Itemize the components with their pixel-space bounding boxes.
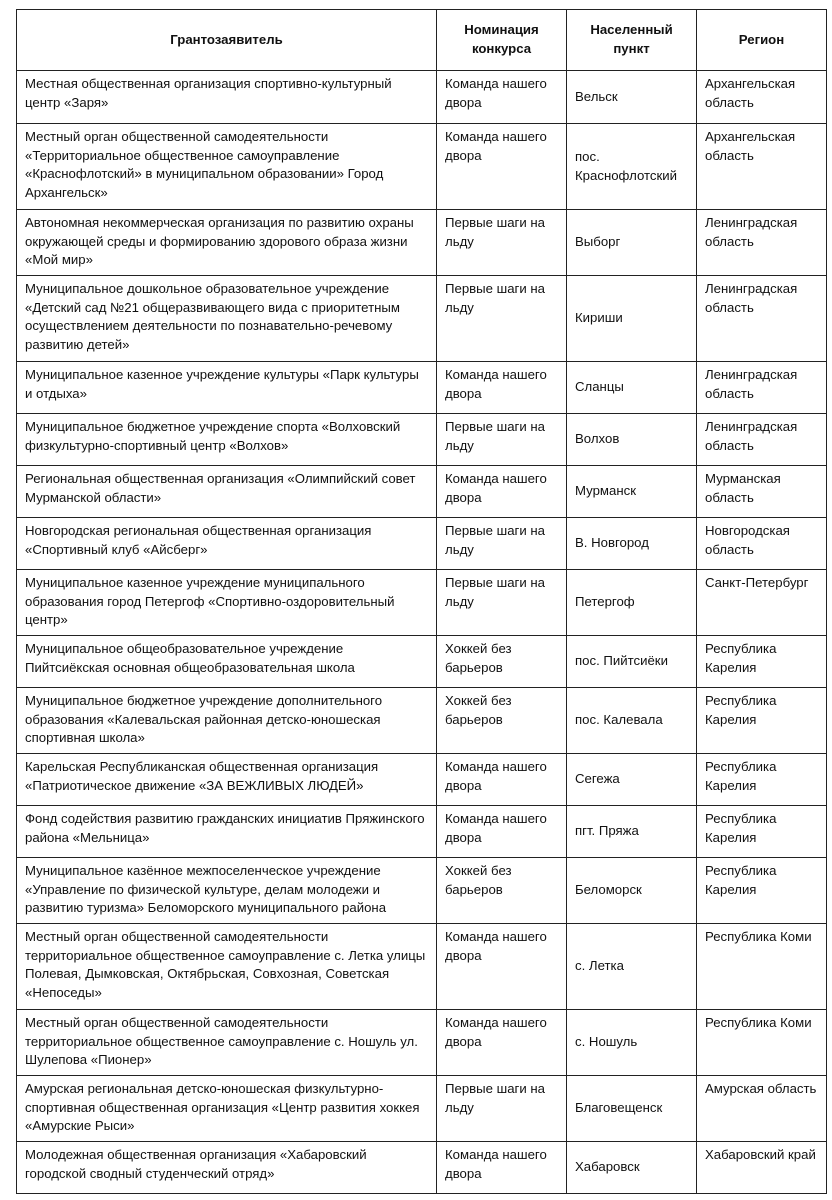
cell-org: Региональная общественная организация «Олимпийский совет Мурманской области» xyxy=(17,466,437,518)
table-row xyxy=(17,1142,827,1194)
table-row xyxy=(17,210,827,276)
table-row xyxy=(17,466,827,518)
table-row xyxy=(17,362,827,414)
cell-region: Ленинградская область xyxy=(697,276,827,362)
cell-nomination: Первые шаги на льду xyxy=(437,518,567,570)
cell-city: В. Новгород xyxy=(567,518,697,570)
cell-org: Амурская региональная детско-юношеская физкультурно-спортивная общественная организация «Центр развития хоккея «Амурские Рыси» xyxy=(17,1076,437,1142)
cell-region: Амурская область xyxy=(697,1076,827,1142)
cell-city: Петергоф xyxy=(567,570,697,636)
cell-org: Карельская Республиканская общественная организация «Патриотическое движение «ЗА ВЕЖЛИВЫХ ЛЮДЕЙ» xyxy=(17,754,437,806)
cell-city: Вельск xyxy=(567,71,697,124)
cell-region: Ленинградская область xyxy=(697,362,827,414)
cell-org: Муниципальное дошкольное образовательное учреждение «Детский сад №21 общеразвивающего вида с приоритетным осуществлением деятельности по познавательно-речевому развитию детей» xyxy=(17,276,437,362)
cell-city: пгт. Пряжа xyxy=(567,806,697,858)
cell-region: Республика Коми xyxy=(697,924,827,1010)
cell-nomination: Первые шаги на льду xyxy=(437,414,567,466)
cell-nomination: Команда нашего двора xyxy=(437,924,567,1010)
cell-region: Архангельская область xyxy=(697,124,827,210)
table-row xyxy=(17,688,827,754)
cell-org: Муниципальное бюджетное учреждение спорта «Волховский физкультурно-спортивный центр «Волхов» xyxy=(17,414,437,466)
cell-org: Муниципальное казенное учреждение культуры «Парк культуры и отдыха» xyxy=(17,362,437,414)
cell-org: Местная общественная организация спортивно-культурный центр «Заря» xyxy=(17,71,437,124)
table-row xyxy=(17,754,827,806)
cell-nomination: Команда нашего двора xyxy=(437,362,567,414)
cell-region: Республика Карелия xyxy=(697,688,827,754)
cell-city: Мурманск xyxy=(567,466,697,518)
table-row xyxy=(17,518,827,570)
cell-org: Муниципальное казенное учреждение муниципального образования город Петергоф «Спортивно-оздоровительный центр» xyxy=(17,570,437,636)
cell-nomination: Первые шаги на льду xyxy=(437,570,567,636)
header-region: Регион xyxy=(697,10,827,71)
cell-city: с. Ношуль xyxy=(567,1010,697,1076)
cell-org: Автономная некоммерческая организация по развитию охраны окружающей среды и формированию здорового образа жизни «Мой мир» xyxy=(17,210,437,276)
cell-city: Сланцы xyxy=(567,362,697,414)
cell-nomination: Хоккей без барьеров xyxy=(437,636,567,688)
cell-region: Санкт-Петербург xyxy=(697,570,827,636)
header-nomination: Номинация конкурса xyxy=(437,10,567,71)
cell-nomination: Команда нашего двора xyxy=(437,754,567,806)
cell-region: Республика Карелия xyxy=(697,858,827,924)
cell-region: Архангельская область xyxy=(697,71,827,124)
cell-org: Местный орган общественной самодеятельности территориальное общественное самоуправление с. Ношуль ул. Шулепова «Пионер» xyxy=(17,1010,437,1076)
cell-region: Республика Коми xyxy=(697,1010,827,1076)
cell-city: Хабаровск xyxy=(567,1142,697,1194)
cell-region: Хабаровский край xyxy=(697,1142,827,1194)
cell-org: Новгородская региональная общественная организация «Спортивный клуб «Айсберг» xyxy=(17,518,437,570)
header-city: Населенный пункт xyxy=(567,10,697,71)
table-row xyxy=(17,276,827,362)
cell-nomination: Первые шаги на льду xyxy=(437,1076,567,1142)
cell-region: Республика Карелия xyxy=(697,754,827,806)
cell-region: Ленинградская область xyxy=(697,210,827,276)
cell-org: Фонд содействия развитию гражданских инициатив Пряжинского района «Мельница» xyxy=(17,806,437,858)
cell-nomination: Первые шаги на льду xyxy=(437,210,567,276)
cell-org: Муниципальное казённое межпоселенческое учреждение «Управление по физической культуре, делам молодежи и развитию туризма» Беломорского муниципального района xyxy=(17,858,437,924)
cell-region: Республика Карелия xyxy=(697,636,827,688)
cell-city: Кириши xyxy=(567,276,697,362)
cell-org: Местный орган общественной самодеятельности «Территориальное общественное самоуправление «Краснофлотский» в муниципальном образовании» Город Архангельск» xyxy=(17,124,437,210)
header-applicant: Грантозаявитель xyxy=(17,10,437,71)
table-row xyxy=(17,636,827,688)
cell-nomination: Команда нашего двора xyxy=(437,806,567,858)
grants-table xyxy=(16,9,827,1194)
cell-city: Сегежа xyxy=(567,754,697,806)
cell-city: Волхов xyxy=(567,414,697,466)
cell-city: пос. Калевала xyxy=(567,688,697,754)
table-row xyxy=(17,124,827,210)
cell-region: Новгородская область xyxy=(697,518,827,570)
cell-nomination: Команда нашего двора xyxy=(437,71,567,124)
cell-nomination: Команда нашего двора xyxy=(437,124,567,210)
cell-city: Выборг xyxy=(567,210,697,276)
cell-nomination: Команда нашего двора xyxy=(437,466,567,518)
cell-nomination: Хоккей без барьеров xyxy=(437,688,567,754)
table-row xyxy=(17,71,827,124)
cell-org: Муниципальное общеобразовательное учреждение Пийтсиёкская основная общеобразовательная школа xyxy=(17,636,437,688)
table-row xyxy=(17,414,827,466)
cell-city: Беломорск xyxy=(567,858,697,924)
table-row xyxy=(17,924,827,1010)
cell-nomination: Первые шаги на льду xyxy=(437,276,567,362)
cell-city: пос. Краснофлотский xyxy=(567,124,697,210)
cell-region: Мурманская область xyxy=(697,466,827,518)
cell-org: Молодежная общественная организация «Хабаровский городской сводный студенческий отряд» xyxy=(17,1142,437,1194)
table-row xyxy=(17,1010,827,1076)
table-header-row xyxy=(17,10,827,71)
cell-org: Муниципальное бюджетное учреждение дополнительного образования «Калевальская районная детско-юношеская спортивная школа» xyxy=(17,688,437,754)
table-row xyxy=(17,570,827,636)
cell-region: Республика Карелия xyxy=(697,806,827,858)
cell-region: Ленинградская область xyxy=(697,414,827,466)
table-row xyxy=(17,858,827,924)
table-row xyxy=(17,1076,827,1142)
cell-city: с. Летка xyxy=(567,924,697,1010)
cell-city: пос. Пийтсиёки xyxy=(567,636,697,688)
table-row xyxy=(17,806,827,858)
cell-city: Благовещенск xyxy=(567,1076,697,1142)
cell-org: Местный орган общественной самодеятельности территориальное общественное самоуправление с. Летка улицы Полевая, Дымковская, Октябрьская, Совхозная, Советская «Непоседы» xyxy=(17,924,437,1010)
cell-nomination: Команда нашего двора xyxy=(437,1010,567,1076)
cell-nomination: Хоккей без барьеров xyxy=(437,858,567,924)
cell-nomination: Команда нашего двора xyxy=(437,1142,567,1194)
